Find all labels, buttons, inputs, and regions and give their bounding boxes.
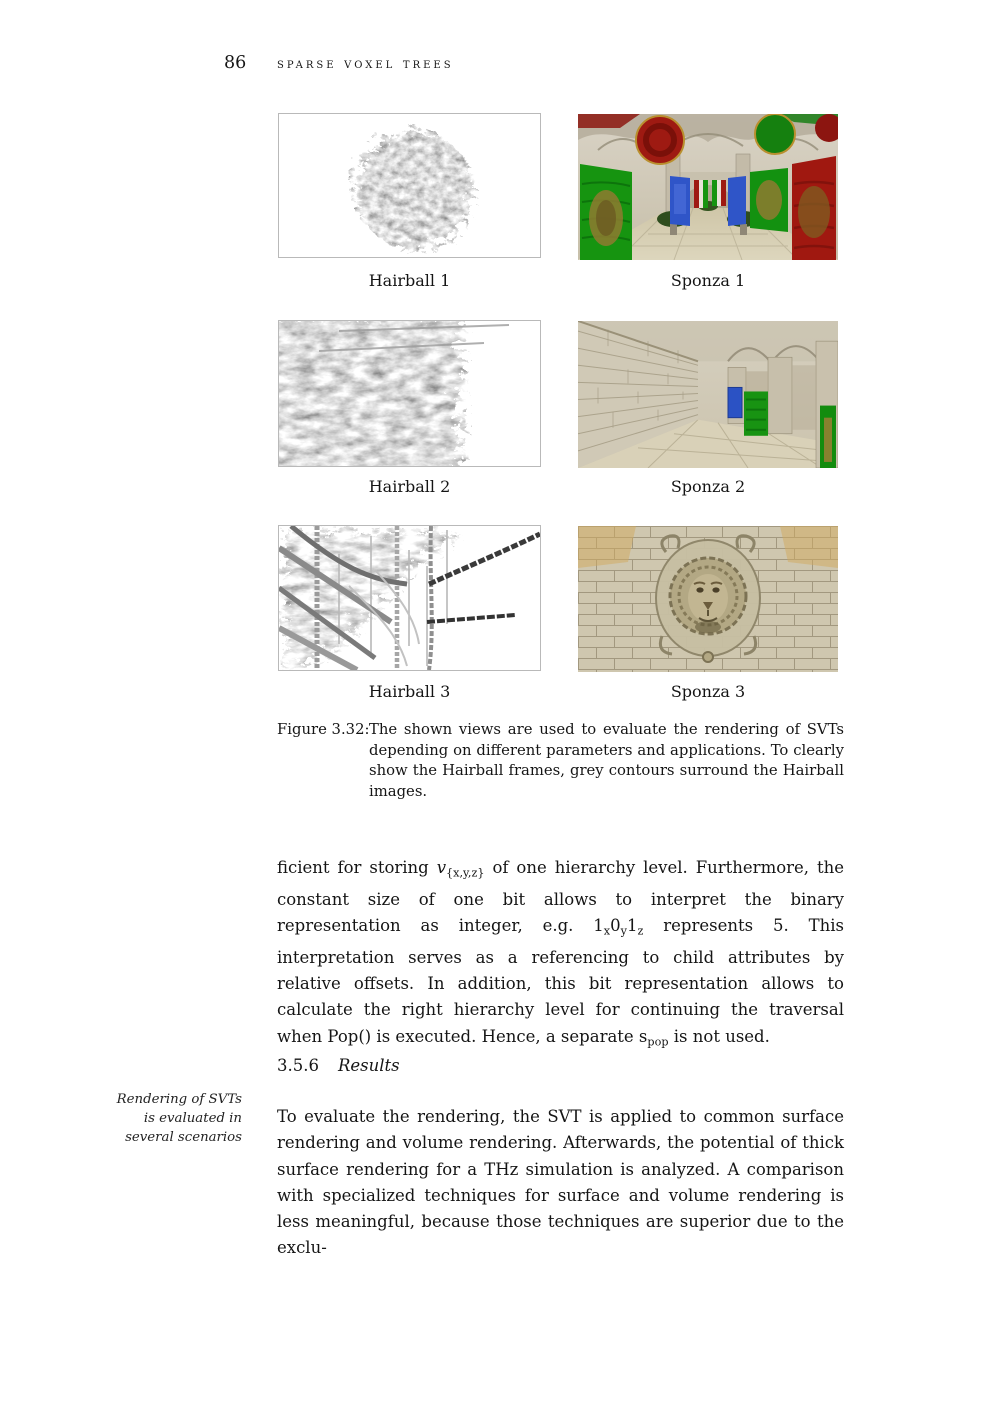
- fig-label-hairball-2: Hairball 2: [368, 477, 451, 496]
- sponza-1-render: [578, 114, 838, 260]
- hairball-1-render: [279, 114, 540, 257]
- section-title: Results: [337, 1056, 400, 1075]
- paragraph-storage-bits: ficient for storing $v_{\{x,y,z\}}$ of one hierarchy level. Furthermore, the constant size of one bit allows to interpret the binary representation as integer, e.g. $1_x0_y1_z$ represents 5. This interpretation serves as a referencing to child attributes by relative offsets. In addition, this bit representation allows to calculate the right hierarchy level for continuing the traversal when Pop() is executed. Hence, a separate $s_{pop}$ is not used.: [277, 858, 845, 1048]
- section-heading: [277, 1056, 400, 1075]
- fig-label-hairball-1: Hairball 1: [368, 271, 451, 290]
- figure-caption-label: Figure 3.32:: [277, 721, 370, 738]
- sponza-2-image: [578, 321, 838, 468]
- running-header: sparse voxel trees: [277, 56, 454, 72]
- fig-label-hairball-3: Hairball 3: [368, 682, 451, 701]
- figure-caption-text: The shown views are used to evaluate the rendering of SVTs depending on different parameters and applications. To clearly show the Hairball frames, grey contours surround the Hairball images.: [369, 721, 844, 800]
- margin-note: Rendering of SVTs is evaluated in several scenarios: [116, 1092, 242, 1145]
- sponza-3-render: [578, 526, 838, 672]
- hairball-2-image: [278, 320, 541, 467]
- sponza-3-image: [578, 526, 838, 672]
- figure-caption: [277, 720, 844, 802]
- fig-label-sponza-3: Sponza 3: [670, 682, 746, 701]
- section-number: 3.5.6: [277, 1056, 319, 1075]
- hairball-2-render: [279, 321, 540, 466]
- hairball-1-image: [278, 113, 541, 258]
- paragraph-results-intro: To evaluate the rendering, the SVT is applied to common surface rendering and volume rendering. Afterwards, the potential of thick surface rendering for a THz simulation is analyzed. A comparison with specialized techniques for surface and volume rendering is less meaningful, because those techniques are superior due to the exclu-: [277, 1107, 844, 1258]
- page-number: 86: [224, 53, 247, 73]
- sponza-1-image: [578, 114, 838, 260]
- sponza-2-render: [578, 321, 838, 468]
- fig-label-sponza-1: Sponza 1: [670, 271, 746, 290]
- fig-label-sponza-2: Sponza 2: [670, 477, 746, 496]
- hairball-3-render: [279, 526, 540, 670]
- hairball-3-image: [278, 525, 541, 671]
